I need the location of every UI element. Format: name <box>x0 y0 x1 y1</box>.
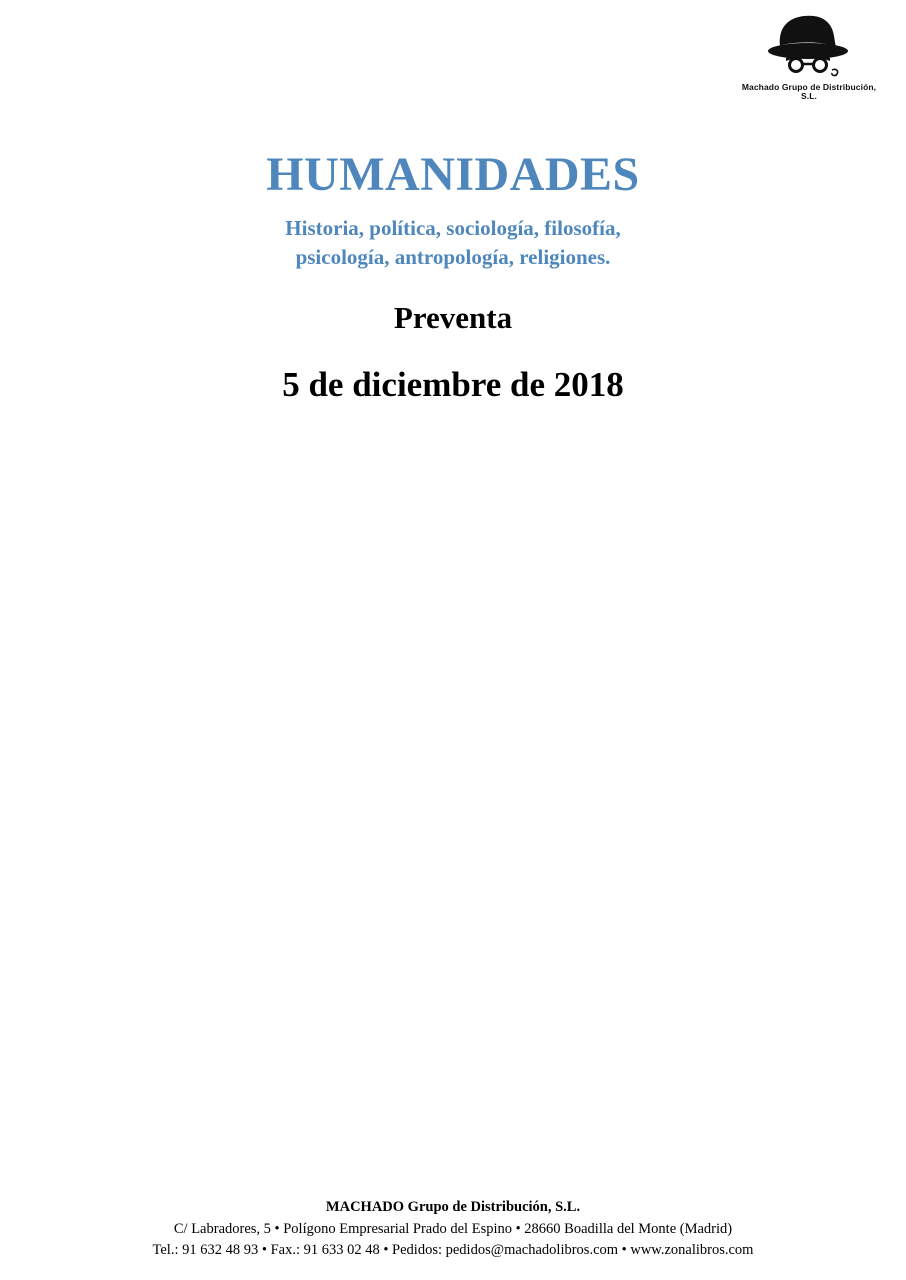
footer-contact: Tel.: 91 632 48 93 • Fax.: 91 633 02 48 • Pedidos: pedidos@machadolibros.com • www.zonalibros.com <box>152 1242 754 1259</box>
page-footer <box>0 1197 906 1262</box>
hat-and-glasses-logo-icon <box>734 8 884 82</box>
page-subtitle <box>0 214 906 271</box>
page-title: HUMANIDADES <box>266 148 640 201</box>
page-subtitle-line-1: Historia, política, sociología, filosofía, <box>285 216 621 241</box>
page-subtitle-line-2: psicología, antropología, religiones. <box>295 244 611 269</box>
company-logo <box>734 8 884 100</box>
footer-company-name: MACHADO Grupo de Distribución, S.L. <box>325 1198 581 1215</box>
footer-address: C/ Labradores, 5 • Polígono Empresarial Prado del Espino • 28660 Boadilla del Monte (Madrid) <box>173 1220 733 1237</box>
title-block <box>0 150 906 406</box>
logo-caption: Machado Grupo de Distribución, S.L. <box>741 82 877 102</box>
preventa-date: 5 de diciembre de 2018 <box>282 365 624 405</box>
preventa-label: Preventa <box>393 300 513 336</box>
